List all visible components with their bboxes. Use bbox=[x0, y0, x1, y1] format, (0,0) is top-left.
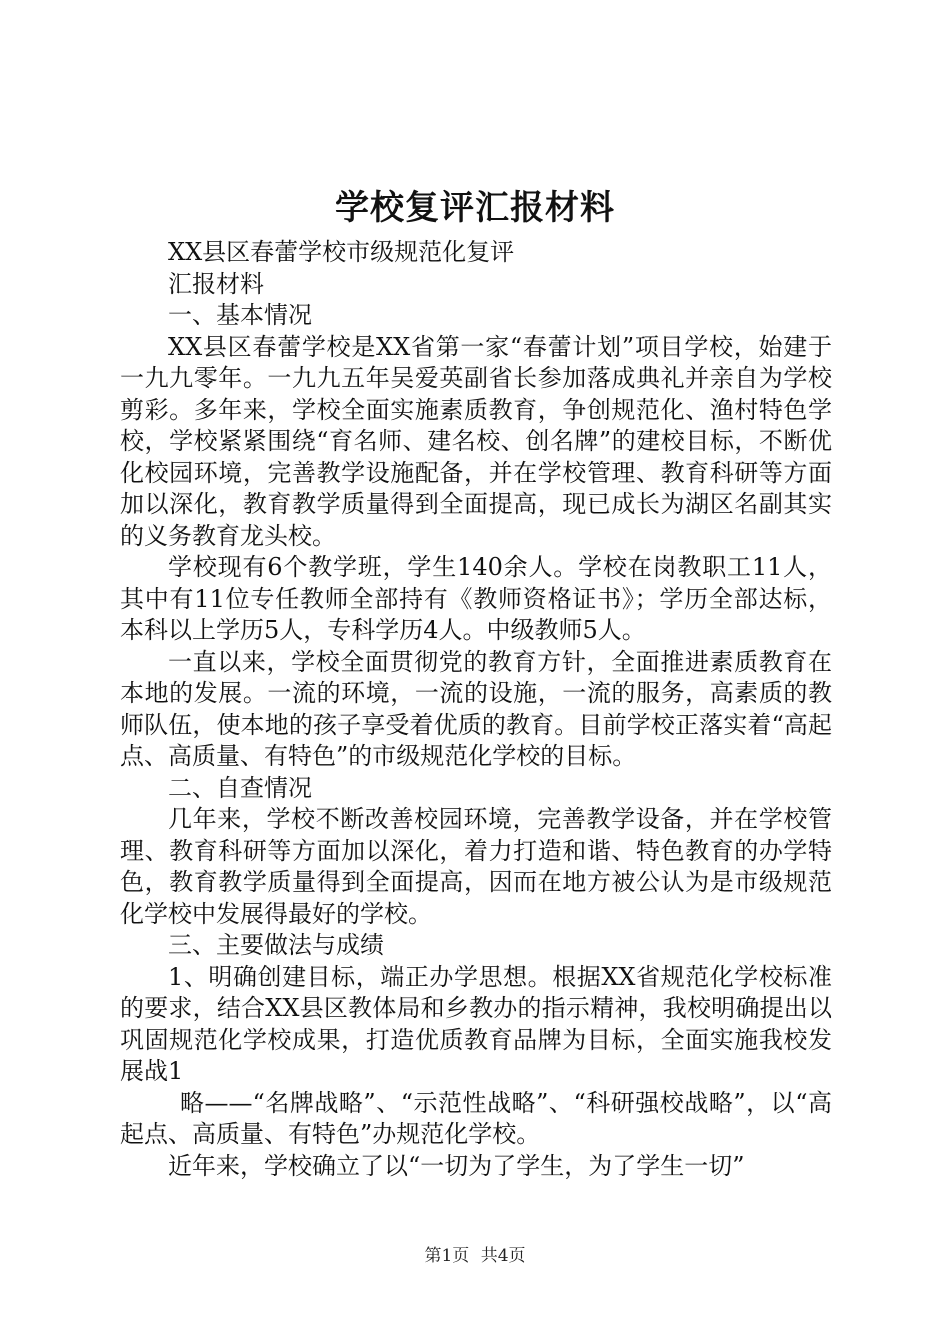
paragraph-policy: 一直以来，学校全面贯彻党的教育方针，全面推进素质教育在本地的发展。一流的环境，一流的设施，一流的服务，高素质的教师队伍，使本地的孩子享受着优质的教育。目前学校正落实着“高起点、高质量、有特色”的市级规范化学校的目标。 bbox=[120, 647, 832, 770]
subtitle-line-2: 汇报材料 bbox=[168, 269, 264, 298]
document-title: 学校复评汇报材料 bbox=[335, 188, 615, 228]
section-heading-selfcheck: 二、自查情况 bbox=[168, 773, 312, 802]
section-heading-practices: 三、主要做法与成绩 bbox=[168, 931, 384, 959]
page-number-current: 第1页 bbox=[424, 1246, 470, 1266]
paragraph-selfcheck: 几年来，学校不断改善校园环境，完善教学设备，并在学校管理、教育科研等方面加以深化，着力打造和谐、特色教育的办学特色，教育教学质量得到全面提高，因而在地方被公认为是市级规范化学校中发展得最好的学校。 bbox=[120, 805, 832, 928]
paragraph-intro: XX县区春蕾学校是XX省第一家“春蕾计划”项目学校，始建于一九九零年。一九九五年吴爱英副省长参加落成典礼并亲自为学校剪彩。多年来，学校全面实施素质教育，争创规范化、渔村特色学校，学校紧紧围绕“育名师、建名校、创名牌”的建校目标，不断优化校园环境，完善教学设施配备，并在学校管理、教育科研等方面加以深化，教育教学质量得到全面提高，现已成长为湖区名副其实的义务教育龙头校。 bbox=[120, 332, 832, 550]
document-body bbox=[120, 237, 832, 1182]
section-heading-basic: 一、基本情况 bbox=[168, 301, 312, 329]
paragraph-staff: 学校现有6个教学班，学生140余人。学校在岗教职工11人，其中有11位专任教师全部持有《教师资格证书》；学历全部达标，本科以上学历5人，专科学历4人。中级教师5人。 bbox=[120, 553, 832, 644]
subtitle-line-1: XX县区春蕾学校市级规范化复评 bbox=[168, 238, 515, 266]
paragraph-strategy: 略——“名牌战略”、“示范性战略”、“科研强校战略”，以“高起点、高质量、有特色”办规范化学校。 bbox=[120, 1088, 832, 1148]
paragraph-recent: 近年来，学校确立了以“一切为了学生，为了学生一切” bbox=[168, 1151, 745, 1180]
paragraph-goal: 1、明确创建目标，端正办学思想。根据XX省规范化学校标准的要求，结合XX县区教体局和乡教办的指示精神，我校明确提出以巩固规范化学校成果，打造优质教育品牌为目标，全面实施我校发展战1 bbox=[120, 962, 832, 1085]
page-number-total: 共4页 bbox=[480, 1246, 526, 1266]
page-footer bbox=[0, 1244, 950, 1268]
